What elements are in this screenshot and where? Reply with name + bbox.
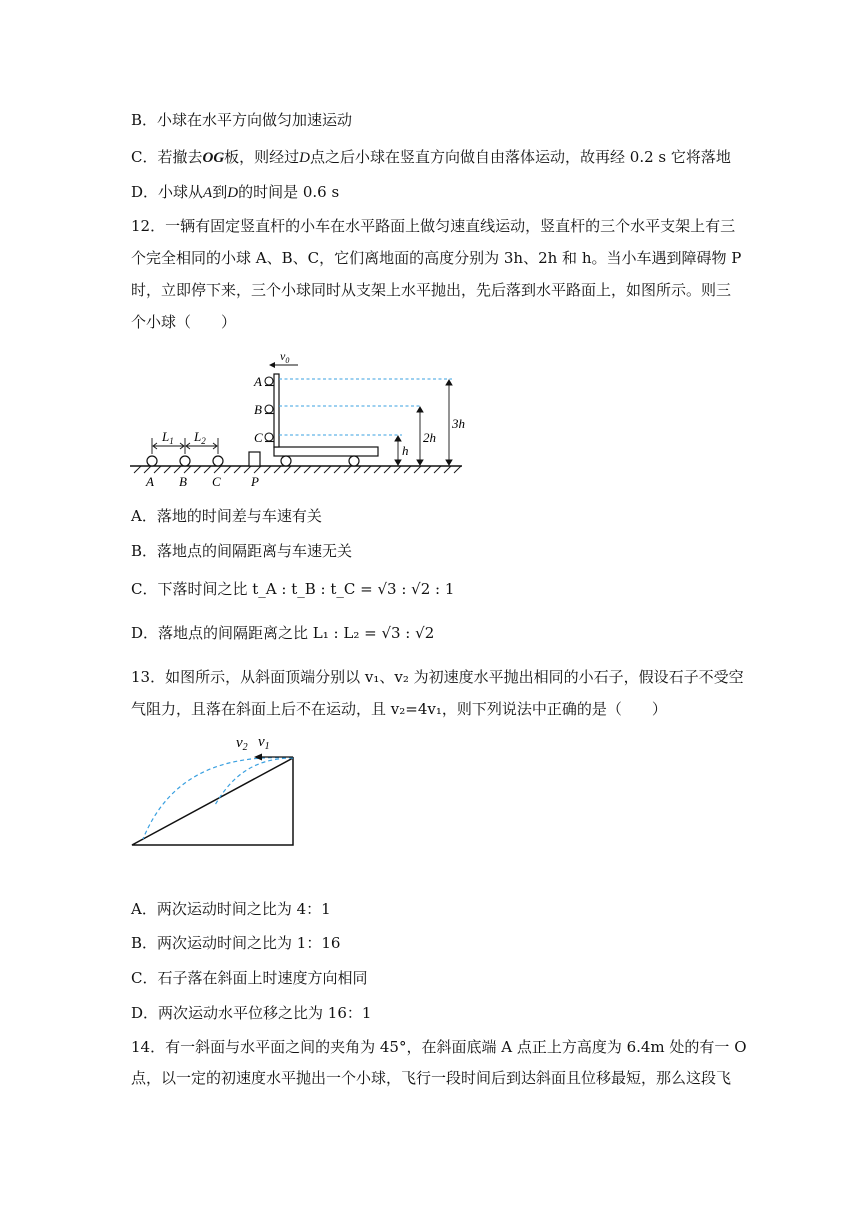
label-p: P — [251, 474, 259, 489]
cart-wheel-front — [281, 456, 291, 466]
q12-option-a: A．落地的时间差与车速有关 — [131, 507, 322, 525]
q12-stem-line2: 个完全相同的小球 A、B、C，它们离地面的高度分别为 3h、2h 和 h。当小车遇到障碍物 P — [131, 249, 742, 267]
q11-option-c-text3: 点之后小球在竖直方向做自由落体运动，故再经 0.2 s 它将落地 — [310, 148, 731, 166]
q11-option-c-text: C．若撤去 — [131, 148, 203, 166]
v0-label: $v_0$ — [280, 349, 290, 365]
ball-c-landed — [213, 456, 223, 466]
q12-stem-line1: 12．一辆有固定竖直杆的小车在水平路面上做匀速直线运动，竖直杆的三个水平支架上有三 — [131, 217, 736, 235]
obstacle-p — [249, 452, 260, 466]
label-a-ground: A — [146, 474, 154, 489]
vertical-rod — [274, 374, 279, 447]
q11-d-label-2: D — [227, 185, 239, 201]
q11-a-label: A — [203, 185, 213, 201]
q13-figure — [128, 728, 308, 850]
q13-option-d: D．两次运动水平位移之比为 16：1 — [131, 1004, 372, 1022]
q12-stem-line3: 时，立即停下来，三个小球同时从支架上水平抛出，先后落到水平路面上，如图所示。则三 — [131, 281, 732, 299]
height-2h-label: 2h — [423, 430, 436, 445]
ball-b — [265, 405, 273, 413]
q13-option-b: B．两次运动时间之比为 1：16 — [131, 934, 341, 952]
velocity-arrow-head — [254, 754, 262, 761]
q11-og-label: OG — [202, 150, 225, 166]
q11-option-b: B．小球在水平方向做匀加速运动 — [131, 111, 353, 129]
q13-option-c: C．石子落在斜面上时速度方向相同 — [131, 969, 368, 987]
cart-body — [274, 447, 378, 456]
height-h-label: h — [402, 443, 409, 458]
label-a: A — [254, 374, 262, 389]
q12-stem-line4: 个小球（ ） — [131, 313, 237, 331]
q12-figure — [130, 346, 470, 494]
q12-option-b: B．落地点的间隔距离与车速无关 — [131, 542, 353, 560]
q12-option-c: C．下落时间之比 t_A : t_B : t_C = √3 : √2 : 1 — [131, 580, 455, 598]
q11-option-d-text3: 的时间是 0.6 s — [238, 183, 340, 201]
q13-stem-line2: 气阻力，且落在斜面上后不在运动，且 v₂=4v₁，则下列说法中正确的是（ ） — [131, 700, 667, 718]
ball-a — [265, 377, 273, 385]
q12-option-d: D．落地点的间隔距离之比 L₁ : L₂ = √3 : √2 — [131, 624, 435, 642]
v1-label: $v_1$ — [258, 734, 270, 752]
incline-triangle — [132, 758, 293, 845]
q13-stem-line1: 13．如图所示，从斜面顶端分别以 v₁、v₂ 为初速度水平抛出相同的小石子，假设石子不受空 — [131, 668, 744, 686]
ground-hatching — [134, 466, 461, 473]
q11-option-d — [131, 181, 339, 204]
label-b: B — [254, 402, 262, 417]
v0-arrow-head — [269, 362, 275, 368]
l1-label: $L_1$ — [162, 429, 174, 446]
ball-a-landed — [147, 456, 157, 466]
q14-stem-line1: 14．有一斜面与水平面之间的夹角为 45°，在斜面底端 A 点正上方高度为 6.4m 处的有一 O — [131, 1038, 747, 1056]
ball-b-landed — [180, 456, 190, 466]
q11-d-label: D — [299, 150, 311, 166]
height-dashed-lines — [279, 379, 452, 435]
ball-c — [265, 433, 273, 441]
label-c: C — [254, 430, 263, 445]
cart-wheel-rear — [349, 456, 359, 466]
q13-option-a: A．两次运动时间之比为 4：1 — [131, 900, 331, 918]
height-3h-label: 3h — [452, 416, 465, 431]
q11-option-c — [131, 146, 731, 169]
q11-option-d-text: D．小球从 — [131, 183, 204, 201]
label-b-ground: B — [179, 474, 187, 489]
l2-label: $L_2$ — [194, 429, 206, 446]
q11-option-c-text2: 板，则经过 — [224, 148, 300, 166]
q14-stem-line2: 点，以一定的初速度水平抛出一个小球，飞行一段时间后到达斜面且位移最短，那么这段飞 — [131, 1069, 732, 1087]
v2-label: $v_2$ — [236, 735, 248, 753]
label-c-ground: C — [212, 474, 221, 489]
q11-option-d-text2: 到 — [212, 183, 228, 201]
